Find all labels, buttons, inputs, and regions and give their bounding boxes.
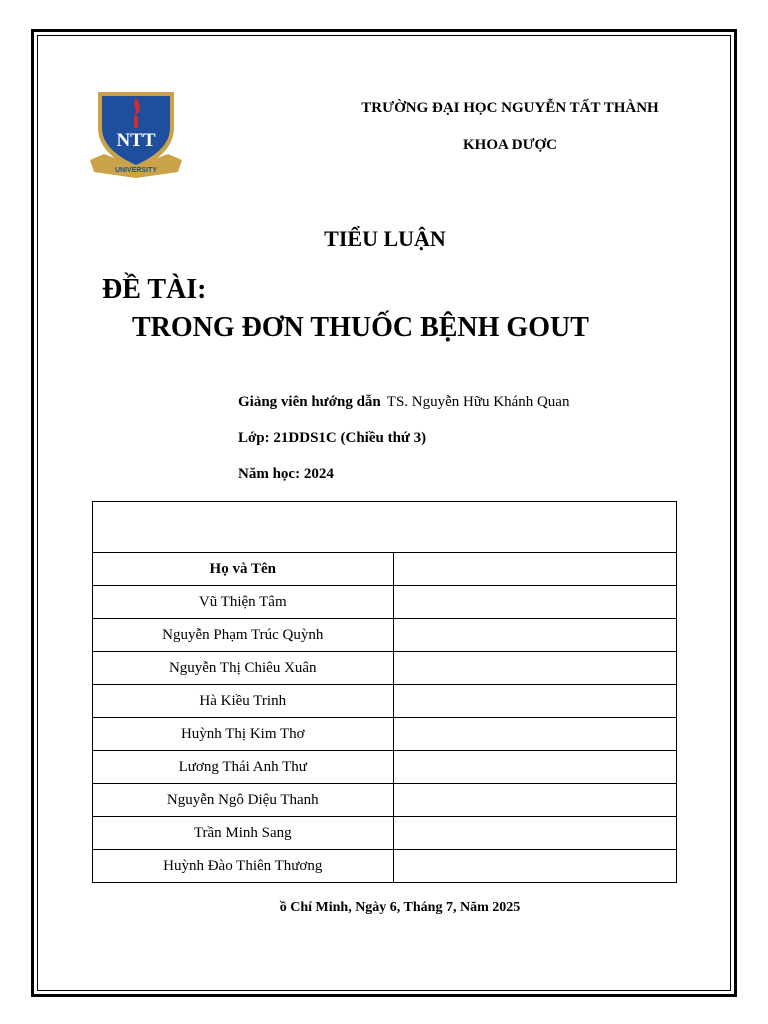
table-row: [93, 652, 677, 685]
member-blank: [393, 586, 676, 619]
table-row: [93, 817, 677, 850]
university-name: TRƯỜNG ĐẠI HỌC NGUYỄN TẤT THÀNH: [361, 100, 659, 116]
member-blank: [393, 685, 676, 718]
member-blank: [393, 784, 676, 817]
table-row: [93, 619, 677, 652]
table-row: [93, 751, 677, 784]
member-blank: [393, 619, 676, 652]
table-title-cell: [93, 502, 677, 553]
table-row: [93, 850, 677, 883]
member-blank: [393, 817, 676, 850]
member-name: Hà Kiều Trinh: [93, 685, 394, 718]
header-blank: [393, 553, 676, 586]
table-title-row: [93, 502, 677, 553]
table-header-row: [93, 553, 677, 586]
logo-text: NTT: [116, 130, 156, 151]
member-blank: [393, 751, 676, 784]
logo-ribbon-text: UNIVERSITY: [114, 167, 158, 174]
date-place-line: ồ Chí Minh, Ngày 6, Tháng 7, Năm 2025: [279, 900, 521, 915]
university-logo-icon: [88, 86, 184, 178]
table-row: [93, 586, 677, 619]
table-row: [93, 685, 677, 718]
table-row: [93, 784, 677, 817]
document-type: TIỂU LUẬN: [324, 226, 446, 251]
member-name: Nguyễn Phạm Trúc Quỳnh: [93, 619, 394, 652]
member-blank: [393, 652, 676, 685]
topic-title: TRONG ĐƠN THUỐC BỆNH GOUT: [132, 312, 589, 343]
member-name: Lương Thái Anh Thư: [93, 751, 394, 784]
member-name: Nguyễn Ngô Diệu Thanh: [93, 784, 394, 817]
members-table: [92, 501, 677, 883]
member-blank: [393, 718, 676, 751]
topic-label: ĐỀ TÀI:: [102, 274, 207, 305]
header-name: Họ và Tên: [93, 553, 394, 586]
table-row: [93, 718, 677, 751]
advisor-label: Giảng viên hướng dẫn: [238, 394, 381, 410]
class-line: Lớp: 21DDS1C (Chiều thứ 3): [238, 430, 427, 446]
member-name: Huỳnh Thị Kim Thơ: [93, 718, 394, 751]
member-name: Trần Minh Sang: [93, 817, 394, 850]
member-blank: [393, 850, 676, 883]
year-line: Năm học: 2024: [238, 466, 334, 482]
advisor-value: TS. Nguyễn Hữu Khánh Quan: [386, 394, 570, 410]
faculty-name: KHOA DƯỢC: [462, 137, 558, 153]
advisor-line: [238, 394, 569, 411]
member-name: Huỳnh Đào Thiên Thương: [93, 850, 394, 883]
member-name: Nguyễn Thị Chiêu Xuân: [93, 652, 394, 685]
member-name: Vũ Thiện Tâm: [93, 586, 394, 619]
